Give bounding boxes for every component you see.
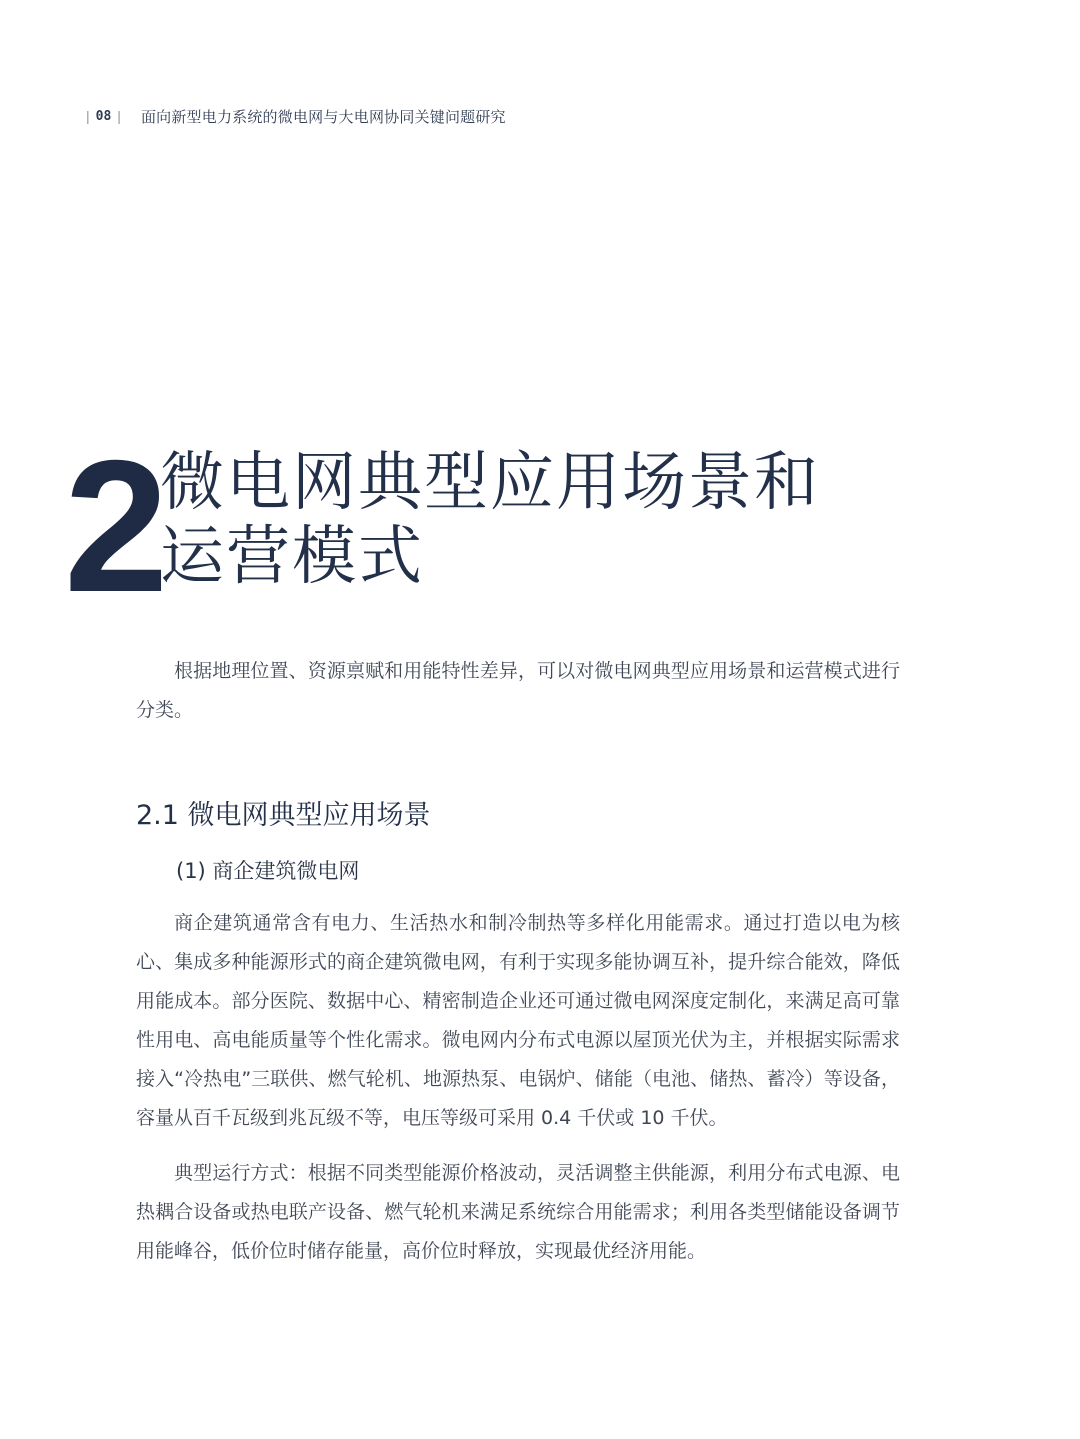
body-paragraph: 典型运行方式：根据不同类型能源价格波动，灵活调整主供能源，利用分布式电源、电热耦合设备或热电联产设备、燃气轮机来满足系统综合用能需求；利用各类型储能设备调节用能峰谷，低价位时储存能量，高价位时释放，实现最优经济用能。	[136, 1162, 900, 1262]
chapter-number: 2	[64, 421, 169, 631]
page-number: 08	[95, 108, 112, 124]
chapter-title-line-2: 运营模式	[160, 520, 424, 594]
section-heading: 2.1 微电网典型应用场景	[136, 800, 431, 831]
header-separator-left: |	[86, 108, 90, 124]
body-paragraph: 商企建筑通常含有电力、生活热水和制冷制热等多样化用能需求。通过打造以电为核心、集成多种能源形式的商企建筑微电网，有利于实现多能协调互补，提升综合能效，降低用能成本。部分医院、数据中心、精密制造企业还可通过微电网深度定制化，来满足高可靠性用电、高电能质量等个性化需求。微电网内分布式电源以屋顶光伏为主，并根据实际需求接入“冷热电”三联供、燃气轮机、地源热泵、电锅炉、储能（电池、储热、蓄冷）等设备，容量从百千瓦级到兆瓦级不等，电压等级可采用 0.4 千伏或 10 千伏。	[136, 912, 900, 1129]
intro-paragraph: 根据地理位置、资源禀赋和用能特性差异，可以对微电网典型应用场景和运营模式进行分类。	[136, 660, 900, 721]
chapter-title-line-1: 微电网典型应用场景和	[160, 446, 820, 520]
subsection-heading: (1) 商企建筑微电网	[176, 859, 360, 883]
header-separator-right: |	[117, 108, 121, 124]
running-header	[86, 104, 506, 128]
chapter-title	[160, 446, 860, 594]
document-title: 面向新型电力系统的微电网与大电网协同关键问题研究	[140, 107, 506, 126]
